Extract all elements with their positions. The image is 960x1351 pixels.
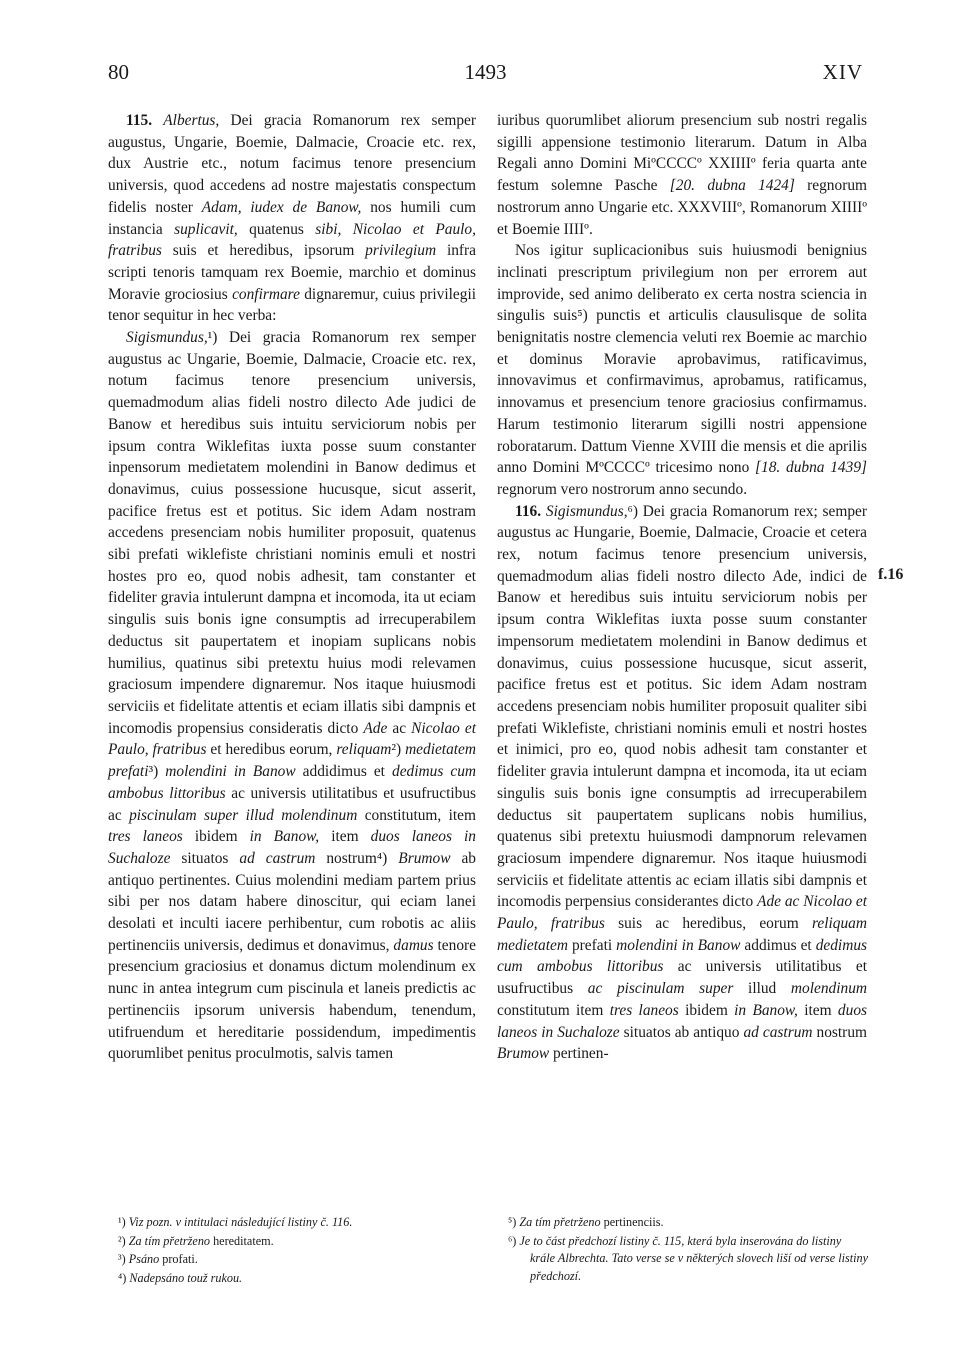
document-number: 115. bbox=[126, 112, 153, 129]
text-run: profati. bbox=[159, 1252, 198, 1266]
text-run: ¹) bbox=[118, 1215, 129, 1229]
text-run: pertinen- bbox=[549, 1045, 609, 1063]
italic-text: privilegium bbox=[365, 242, 437, 260]
text-run: ⁶) bbox=[508, 1233, 520, 1248]
text-run: ⁴) bbox=[118, 1270, 130, 1285]
italic-text: damus bbox=[393, 936, 434, 954]
italic-text: Nadepsáno touž rukou. bbox=[129, 1270, 243, 1285]
page-number: 80 bbox=[108, 60, 129, 84]
italic-text: Ade bbox=[363, 719, 388, 737]
italic-text: duos laneos in Suchaloze bbox=[108, 828, 476, 867]
italic-text: in Banow, bbox=[249, 828, 320, 846]
document-115-inserted-charter bbox=[108, 327, 476, 1065]
text-run: infra scripti tenoris tamquam rex Boemie, marchio et dominus Moravie grociosius bbox=[108, 242, 476, 303]
italic-text: in Banow, bbox=[734, 1001, 798, 1019]
text-run: ³) bbox=[148, 763, 166, 781]
text-run: situatos bbox=[170, 849, 240, 867]
text-run: ⁵) bbox=[508, 1215, 520, 1229]
italic-text: Brumow bbox=[497, 1045, 550, 1063]
text-run bbox=[152, 112, 163, 129]
text-run: tenore presencium graciosius et donamus dictum molendinum ex nunc in antea integrum cum piscinula et laneis predictis ac pertinenciis ipsorum universis habendum, tenendum, utifruendum et hereditarie possidendum, impedimentis quorumlibet penitus proculmotis, salvis tamen bbox=[108, 936, 476, 1063]
text-run: et heredibus eorum, bbox=[206, 741, 337, 759]
italic-text: molendinum bbox=[790, 980, 868, 998]
text-run: ac bbox=[387, 719, 412, 737]
text-run: nostrum⁴) bbox=[315, 849, 399, 867]
text-run: ¹) Dei gracia Romanorum rex semper augustus ac Ungarie, Boemie, Dalmacie, Croacie etc. rex, notum facimus tenore presencium universis, quemadmodum alias fideli nostro dilecto Ade judici de Banow et heredibus suis intuitu serviciorum nobis per ipsum contra Wiklefitas iuxta posse suum constanter inpensorum medietatem molendini in Banow dedimus et donavimus, cuius possessione hucusque, sicut asserit, pacifice fretus est et potitus. Sic idem Adam nostram accedens presenciam nobis humiliter proposuit, quatenus sibi prefati wiklefiste christiani nominis emuli et nostri hostes pro eo, quod nobis adhesit, tam constanter et fideliter gravia intulerunt dampna et incomoda, ita ut eciam singulis suis bonis igne consumptis ad irrecuperabilem deductus sit paupertatem et inopiam suplicans nobis humilius, quatinus sibi pretextu huius modi relevamen graciosum impendere dignaremur. Nos itaque huiusmodi serviciis et fidelitate attentis et eciam illatis sibi dampnis et incomodis propensius consideratis dicto bbox=[108, 329, 476, 737]
text-run: ²) bbox=[118, 1233, 129, 1248]
text-run: Nos igitur suplicacionibus suis huiusmodi benignius inclinati prescriptum privilegium non per errorem aut improvide, sed animo deliberato ex certa nostra sciencia in singulis suis⁵) punctis et articulis clausulisque de solita benignitatis nostre clemencia veluti rex Boemie ac marchio et dominus Moravie aprobavimus, ratificavimus, innovavimus et confirmavimus, aprobamus, ratificamus, innovamus et presencium tenore graciosius confirmamus. Harum testimonio literarum sigilli nostri appensione roboratarum. Dattum Vienne XVIII die mensis et die aprilis anno Domini MºCCCCº tricesimo nono bbox=[497, 242, 867, 477]
volume-number: XIV bbox=[822, 60, 863, 84]
italic-text: piscinulam super illud molendinum bbox=[129, 806, 358, 824]
page-year: 1493 bbox=[464, 60, 507, 84]
text-run: item bbox=[797, 1001, 838, 1019]
text-run: Dei gracia Romanorum rex semper augustus, Ungarie, Boemie, Dalmacie, Croacie etc. rex, dux Austrie etc., notum facimus tenore presencium universis, quod accedens ad nostre majestatis conspectum fidelis noster bbox=[108, 112, 476, 216]
text-run: iuribus quorumlibet aliorum presencium sub nostri regalis sigilli appensione testimonio literarum. Datum in Alba Regali anno Domini MiºCCCCº XXIIIIº feria quarta ante festum solemne Pasche bbox=[497, 112, 867, 195]
text-run: ²) bbox=[391, 741, 406, 759]
italic-text: tres laneos bbox=[108, 828, 183, 846]
footnote bbox=[508, 1233, 868, 1286]
document-115-intro bbox=[108, 110, 476, 327]
italic-text: ad castrum bbox=[743, 1023, 813, 1041]
italic-text: [20. dubna 1424] bbox=[669, 177, 795, 195]
italic-text: Sigismundus, bbox=[545, 502, 628, 520]
italic-text: Psáno bbox=[128, 1252, 160, 1266]
text-run: ⁶) Dei gracia Romanorum rex; semper augustus ac Hungarie, Boemie, Dalmacie, Croacie et cetera rex, notum facimus tenore presencium universis, quemadmodum alias fideli nostro dilecto Ade, indici de Banow et heredibus suis intuitu serviciorum nobis per ipsum contra Wiklefitas iuxta posse suum constanter impensorum medietatem molendini in Banow dedimus et donavimus, cuius possessione hucusque, sicut asserit, pacifice fretus est et potitus. Sic idem Adam nostram accedens presenciam nobis humiliter proposuit qualiter sibi prefati Wiklefiste, christiani nominis emuli et nostri hostes et inimici, pro eo, quod nobis adhesit tam constanter et fideliter gravia intulerunt dampna et incomoda, ita ut eciam singulis suis bonis igne consumptis ad irrecuperabilem deductus sit paupertatem suplicans nobis humilius, quatenus sibi pretextu huiusmodi dampnorum relevamen graciosum impendere dignaremur. Nos itaque huiusmodi serviciis et fidelitate attentis ac eciam illatis sibi dampnis et incomodis perpensius considerantes dicto bbox=[497, 502, 868, 911]
italic-text: Brumow bbox=[398, 849, 451, 867]
footnotes-right bbox=[508, 1214, 868, 1286]
document-116-text bbox=[497, 501, 867, 1065]
text-run: situatos ab antiquo bbox=[619, 1023, 744, 1041]
text-run: quatenus bbox=[237, 220, 316, 238]
italic-text: sibi, Nicolao et Paulo, fratribus bbox=[108, 220, 476, 260]
italic-text: Nicolao et Paulo, fratribus bbox=[108, 719, 476, 759]
text-run: ibidem bbox=[182, 828, 250, 846]
text-run: illud bbox=[733, 980, 791, 998]
footnote bbox=[508, 1214, 868, 1232]
italic-text: confirmare bbox=[232, 285, 300, 303]
italic-text: dedimus cum ambobus littoribus bbox=[497, 936, 868, 976]
italic-text: dedimus cum ambobus littoribus bbox=[108, 763, 476, 802]
italic-text: molendini in Banow bbox=[165, 763, 296, 781]
footnotes-left bbox=[118, 1214, 468, 1288]
text-run: suis ac heredibus, eorum bbox=[604, 915, 812, 933]
italic-text: ad castrum bbox=[239, 849, 316, 867]
text-run: ac universis utilitatibus et usufructibus bbox=[497, 958, 867, 998]
text-run: ac universis utilitatibus et usufructibus ac bbox=[108, 784, 477, 824]
text-run: nos humili cum instancia bbox=[108, 198, 476, 238]
text-run: addimus et bbox=[740, 936, 816, 954]
italic-text: ac piscinulam super bbox=[587, 980, 734, 998]
document-115-continuation bbox=[497, 110, 867, 240]
italic-text: molendini in Banow bbox=[616, 936, 741, 954]
text-run: item bbox=[319, 828, 371, 846]
italic-text: Viz pozn. v intitulaci následující listiny č. 116. bbox=[128, 1215, 353, 1229]
text-run: pertinenciis. bbox=[600, 1215, 664, 1229]
text-run: constitutum item bbox=[497, 1001, 610, 1019]
footnote bbox=[118, 1214, 468, 1232]
italic-text: Ade ac Nicolao et Paulo, fratribus bbox=[497, 893, 868, 933]
page-header bbox=[108, 60, 863, 90]
text-run: suis et heredibus, ipsorum bbox=[161, 242, 366, 260]
right-column bbox=[497, 110, 867, 1065]
text-run: ab antiquo pertinentes. Cuius molendini mediam partem prius sibi per nos datam habere dinoscitur, qui eciam lanei desolati et inculti iacere perhibentur, cum robotis ac aliis pertinenciis universis, dedimus et donavimus, bbox=[108, 849, 476, 954]
italic-text: reliquam medietatem bbox=[497, 915, 867, 954]
text-run: ibidem bbox=[678, 1001, 735, 1019]
text-run: hereditatem. bbox=[210, 1233, 274, 1248]
text-run: regnorum nostrorum anno Ungarie etc. XXXVIIIº, Romanorum XIIIIº et Boemie IIIIº. bbox=[497, 177, 867, 238]
text-run: ³) bbox=[118, 1252, 129, 1266]
text-run: regnorum vero nostrorum anno secundo. bbox=[497, 480, 748, 498]
italic-text: Sigismundus, bbox=[126, 329, 208, 347]
italic-text: Za tím přetrženo bbox=[128, 1233, 211, 1248]
footnote bbox=[118, 1270, 468, 1288]
footnote bbox=[118, 1251, 468, 1269]
italic-text: [18. dubna 1439] bbox=[755, 459, 868, 477]
footnote bbox=[118, 1233, 468, 1251]
italic-text: reliquam bbox=[336, 741, 392, 759]
italic-text: tres laneos bbox=[609, 1001, 679, 1019]
text-run: constitutum, item bbox=[357, 806, 476, 824]
italic-text: Adam, iudex de Banow, bbox=[201, 198, 362, 216]
italic-text: medietatem prefati bbox=[108, 741, 477, 781]
margin-folio-note: f.16 bbox=[878, 566, 904, 583]
text-run: prefati bbox=[567, 936, 617, 954]
document-115-confirmation bbox=[497, 240, 867, 500]
italic-text: Albertus, bbox=[163, 112, 220, 129]
text-run: nostrum bbox=[812, 1023, 867, 1041]
italic-text: duos laneos in Suchaloze bbox=[497, 1001, 867, 1041]
italic-text: Je to část předchozí listiny č. 115, která byla inserována do listiny krále Albrechta. Tato verse se v některých slovech liší od verse listiny předchozí. bbox=[519, 1233, 868, 1283]
italic-text: suplicavit, bbox=[174, 220, 238, 238]
text-run: addidimus et bbox=[295, 763, 393, 781]
document-number: 116. bbox=[515, 502, 542, 520]
left-column bbox=[108, 110, 476, 1065]
text-run: dignaremur, cuius privilegii tenor sequitur in hec verba: bbox=[108, 285, 476, 325]
italic-text: Za tím přetrženo bbox=[519, 1215, 601, 1229]
